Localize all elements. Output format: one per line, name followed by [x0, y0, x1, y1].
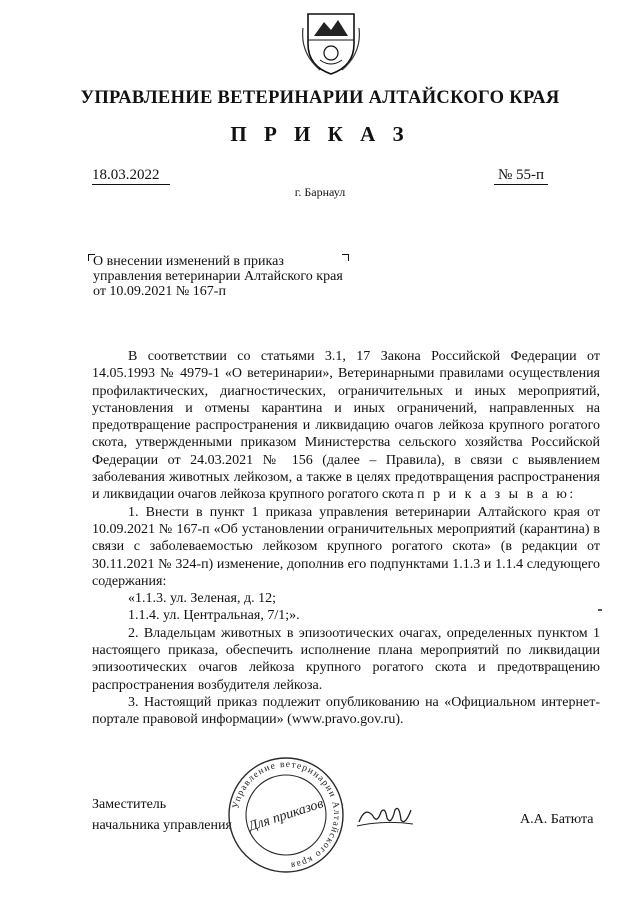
item-1-1-4-paragraph: 1.1.4. ул. Центральная, 7/1;».: [128, 608, 300, 624]
coat-of-arms-emblem: [300, 8, 362, 78]
document-subject: О внесении изменений в приказ управления ветеринарии Алтайского края от 10.09.2021 № 167-п: [93, 254, 343, 299]
document-body: [92, 348, 600, 729]
document-date: 18.03.2022: [92, 166, 170, 185]
document-number: № 55-п: [494, 166, 548, 185]
organization-name: УПРАВЛЕНИЕ ВЕТЕРИНАРИИ АЛТАЙСКОГО КРАЯ: [80, 88, 560, 108]
preamble-text: В соответствии со статьями 3.1, 17 Закона Российской Федерации от 14.05.1993 № 4979-1 «О ветеринарии», Ветеринарными правилами осуществления профилактических, диагностических, ограничительных и иных мероприятий, установления и отмены карантина и иных ограничений, направленных на предотвращение распространения и ликвидацию очагов лейкоза крупного рогатого скота, утвержденными приказом Министерства сельского хозяйства Российской Федерации от 24.03.2021 № 156 (далее – Правила), в связи с выявлением заболевания животных лейкозом, а также в целях предотвращения распространения и ликвидации очагов лейкоза крупного рогатого скота: [92, 349, 600, 503]
handwritten-signature: [355, 802, 415, 832]
document-city: г. Барнаул: [294, 185, 346, 199]
order-word: п р и к а з ы в а ю:: [417, 487, 576, 503]
subject-bracket-right: [342, 254, 349, 261]
document-type-title: П Р И К А З: [230, 122, 410, 146]
signer-position-line-2: начальника управления: [92, 818, 232, 833]
official-stamp: [226, 755, 346, 875]
item-2-paragraph: 2. Владельцам животных в эпизоотических очагах, определенных пунктом 1 настоящего приказа, обеспечить исполнение плана мероприятий по ликвидации эпизоотических очагов лейкоза крупного рогатого скота и предотвращению распространения возбудителя лейкоза.: [92, 625, 600, 693]
item-3-paragraph: 3. Настоящий приказ подлежит опубликованию на «Официальном интернет-портале правовой информации» (www.pravo.gov.ru).: [92, 694, 600, 728]
stamp-ring-text: Управление ветеринарии Алтайского края: [231, 759, 342, 870]
stamp-center-text: Для приказов: [246, 796, 326, 835]
signer-name: А.А. Батюта: [520, 812, 594, 827]
item-1-1-3-paragraph: «1.1.3. ул. Зеленая, д. 12;: [128, 591, 276, 607]
preamble-paragraph: [92, 348, 600, 504]
item-1-paragraph: 1. Внести в пункт 1 приказа управления ветеринарии Алтайского края от 10.09.2021 № 167-п «Об установлении ограничительных мероприятий (карантина) в связи с заболеваемостью лейкозом крупного рогатого скота» (в редакции от 30.11.2021 № 324-п) изменение, дополнив его подпунктами 1.1.3 и 1.1.4 следующего содержания:: [92, 504, 600, 589]
margin-mark: [598, 609, 602, 611]
signer-position-line-1: Заместитель: [92, 797, 167, 812]
signer-position: [92, 794, 232, 836]
